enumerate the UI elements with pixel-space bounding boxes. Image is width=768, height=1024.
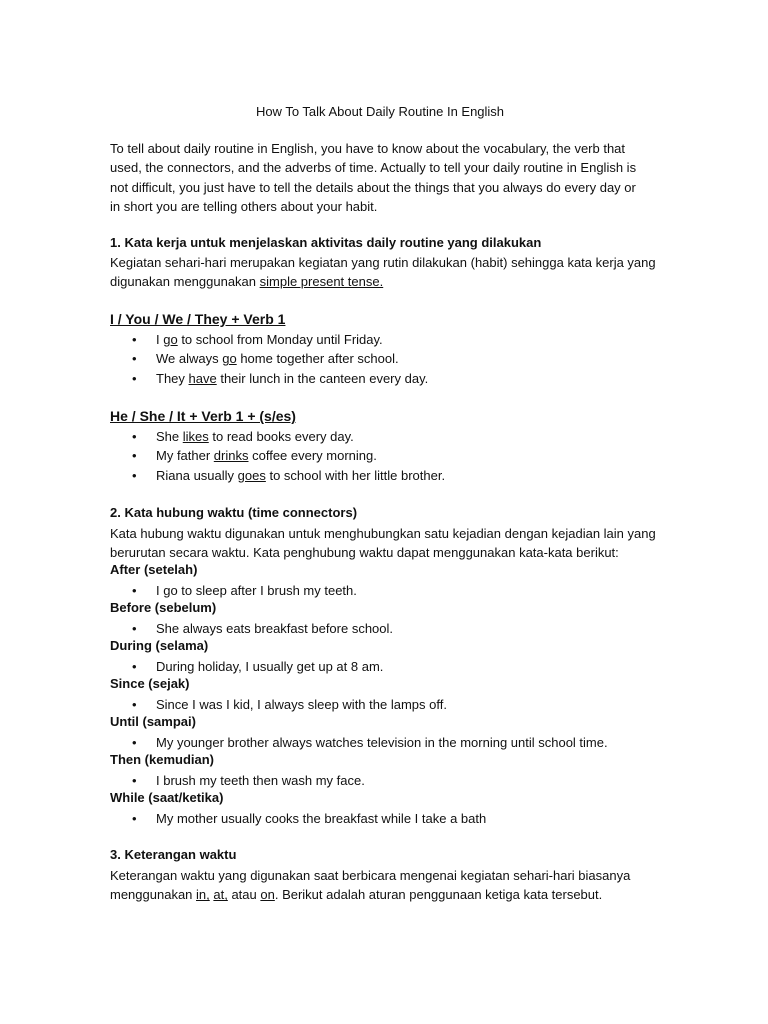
- section2-line: Kata hubung waktu digunakan untuk menghubungkan satu kejadian dengan kejadian lain yang: [110, 526, 656, 541]
- list-item: • I brush my teeth then wash my face.: [110, 771, 365, 790]
- list-item: [110, 427, 445, 446]
- connector-list: [110, 809, 486, 828]
- verb: go: [163, 332, 178, 347]
- group-b-list: [110, 427, 445, 485]
- text-span: their lunch in the canteen every day.: [216, 370, 429, 386]
- list-item: • I go to sleep after I brush my teeth.: [110, 581, 357, 600]
- text-span: atau: [227, 887, 261, 903]
- connector-list: [110, 657, 383, 676]
- group-a-heading: [110, 311, 285, 327]
- text-span: digunakan menggunakan: [110, 274, 260, 290]
- section2-heading: 2. Kata hubung waktu (time connectors): [110, 505, 358, 520]
- section2-line: berurutan secara waktu. Kata penghubung waktu dapat menggunakan kata-kata berikut:: [110, 545, 619, 561]
- section2-paragraph: [110, 524, 670, 563]
- list-item: [110, 330, 428, 349]
- list-item: [110, 446, 445, 465]
- text-span: home together after school.: [236, 351, 399, 367]
- connector-label: After (setelah): [110, 562, 198, 577]
- preposition-in: in,: [196, 887, 210, 903]
- connector-label: While (saat/ketika): [110, 790, 224, 805]
- text-span: to school with her little brother.: [265, 467, 446, 483]
- preposition-at: at,: [213, 887, 228, 903]
- group-a-list: [110, 330, 428, 388]
- list-item: • My mother usually cooks the breakfast while I take a bath: [110, 809, 486, 828]
- verb: drinks: [213, 448, 249, 464]
- text-span: to school from Monday until Friday.: [177, 332, 383, 347]
- text-span: . Berikut adalah aturan penggunaan ketiga kata tersebut.: [274, 887, 603, 903]
- list-item: • During holiday, I usually get up at 8 am.: [110, 657, 383, 676]
- text-span: They: [156, 370, 189, 386]
- list-item: [110, 466, 445, 485]
- intro-line: in short you are telling others about your habit.: [110, 199, 378, 215]
- connector-label: Before (sebelum): [110, 600, 217, 615]
- connector-label: During (selama): [110, 638, 209, 653]
- preposition-on: on: [260, 887, 275, 903]
- group-a-heading-text: I / You / We / They + Verb 1: [110, 311, 286, 327]
- connector-list: [110, 733, 608, 752]
- connector-list: [110, 619, 393, 638]
- text-span: We always: [156, 351, 223, 367]
- list-item: • She always eats breakfast before school.: [110, 619, 393, 638]
- verb: go: [222, 351, 237, 367]
- intro-line: not difficult, you just have to tell the details about the things that you always do every day or: [110, 179, 636, 195]
- text-span: menggunakan: [110, 887, 197, 903]
- section3-line: [110, 885, 670, 904]
- verb: have: [188, 370, 217, 386]
- section1-heading: 1. Kata kerja untuk menjelaskan aktivitas daily routine yang dilakukan: [110, 235, 542, 250]
- verb: likes: [182, 429, 209, 444]
- connector-label: Until (sampai): [110, 714, 196, 729]
- connector-list: [110, 581, 357, 600]
- group-b-heading: [110, 408, 296, 424]
- simple-present-tense-term: simple present tense.: [259, 274, 384, 290]
- document-title: How To Talk About Daily Routine In English: [255, 104, 505, 119]
- group-b-heading-text: He / She / It + Verb 1 + (s/es): [110, 408, 296, 424]
- section3-heading: 3. Keterangan waktu: [110, 847, 237, 862]
- connector-list: [110, 695, 447, 714]
- verb: goes: [237, 467, 266, 483]
- text-span: I: [156, 332, 164, 347]
- section1-line: [110, 272, 670, 291]
- connector-list: [110, 771, 365, 790]
- section3-line: Keterangan waktu yang digunakan saat berbicara mengenai kegiatan sehari-hari biasanya: [110, 868, 631, 883]
- connector-label: Then (kemudian): [110, 752, 215, 767]
- intro-paragraph: [110, 139, 670, 217]
- list-item: [110, 349, 428, 368]
- intro-line: To tell about daily routine in English, you have to know about the vocabulary, the verb that: [110, 141, 626, 156]
- text-span: My father: [156, 448, 214, 464]
- list-item: [110, 369, 428, 388]
- section1-paragraph: [110, 253, 670, 292]
- intro-line: used, the connectors, and the adverbs of time. Actually to tell your daily routine in English is: [110, 160, 637, 176]
- text-span: coffee every morning.: [248, 448, 377, 464]
- list-item: • My younger brother always watches television in the morning until school time.: [110, 733, 608, 752]
- text-span: Riana usually: [156, 467, 238, 483]
- text-span: She: [156, 429, 183, 444]
- section1-line: Kegiatan sehari-hari merupakan kegiatan yang rutin dilakukan (habit) sehingga kata kerja yang: [110, 255, 656, 270]
- list-item: • Since I was I kid, I always sleep with the lamps off.: [110, 695, 447, 714]
- connector-label: Since (sejak): [110, 676, 190, 691]
- text-span: to read books every day.: [208, 429, 354, 444]
- section3-paragraph: [110, 866, 670, 905]
